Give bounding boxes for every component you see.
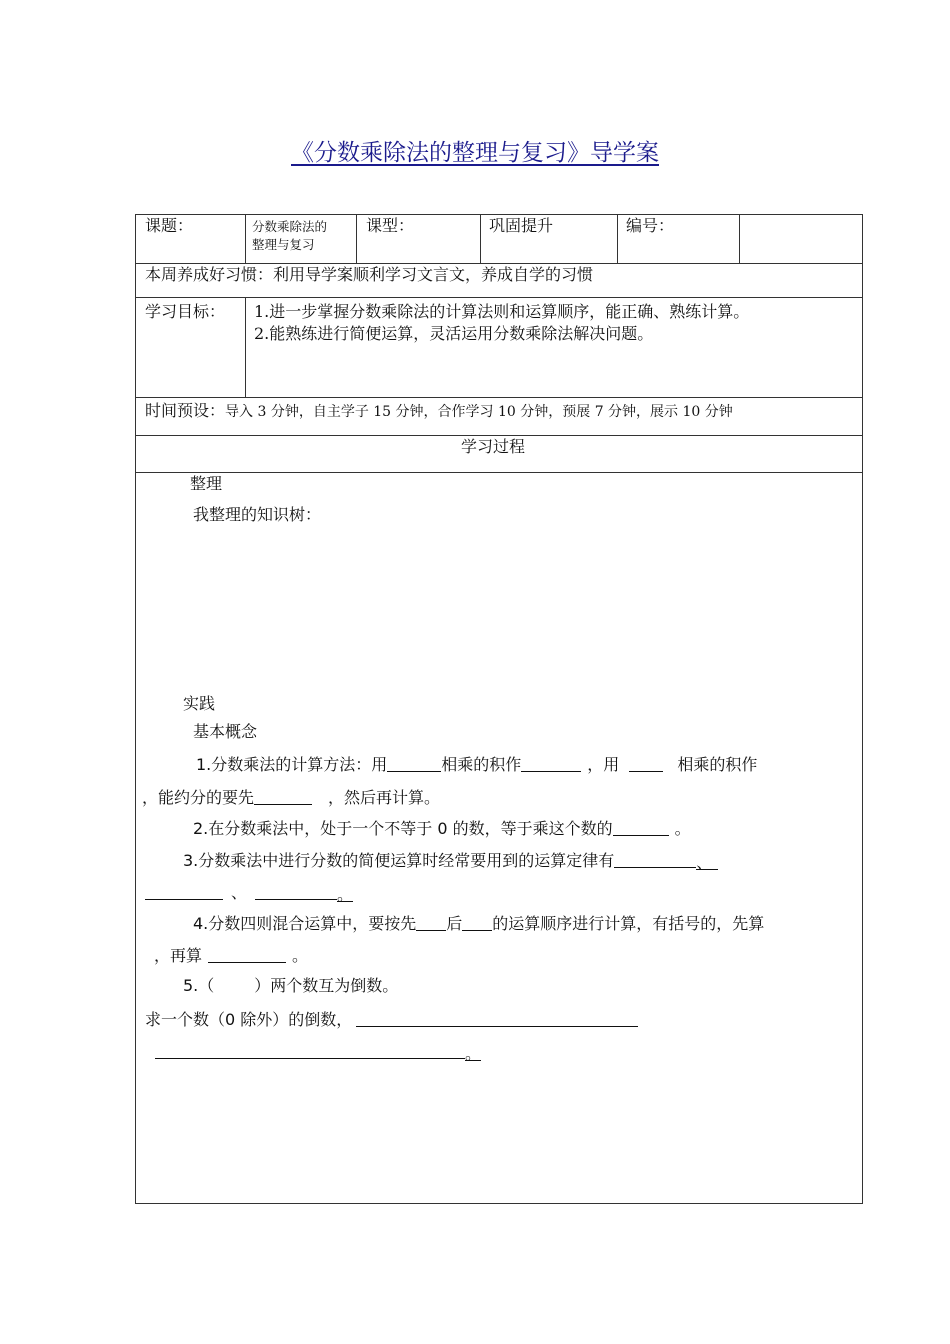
number-label: 编号： xyxy=(626,216,675,235)
question-4-line1: 4.分数四则混合运算中，要按先 后 的运算顺序进行计算，有括号的，先算 xyxy=(193,914,765,933)
time-value: 导入 3 分钟，自主学子 15 分钟，合作学习 10 分钟，预展 7 分钟，展示 10 分钟 xyxy=(225,404,733,420)
question-6-line2: 。 xyxy=(155,1040,481,1062)
question-1-line1: 1.分数乘法的计算方法：用 相乘的积作 ，用 相乘的积作 xyxy=(196,755,758,774)
type-value: 巩固提升 xyxy=(489,216,554,235)
concepts-heading: 基本概念 xyxy=(193,722,258,741)
col-divider xyxy=(480,214,481,263)
answer-blank[interactable] xyxy=(614,851,696,868)
page-title: 《分数乘除法的整理与复习》导学案 xyxy=(291,140,659,166)
row-divider xyxy=(135,263,863,264)
type-label: 课型： xyxy=(366,216,415,235)
answer-blank[interactable] xyxy=(521,755,581,772)
practice-heading: 实践 xyxy=(183,694,216,713)
row-divider xyxy=(135,472,863,473)
question-2: 2.在分数乘法中，处于一个不等于 0 的数，等于乘这个数的 。 xyxy=(193,819,691,838)
question-6-line1: 求一个数（0 除外）的倒数， xyxy=(145,1008,638,1030)
answer-blank[interactable] xyxy=(387,755,441,772)
knowledge-tree-label: 我整理的知识树： xyxy=(193,505,322,524)
goals-label: 学习目标： xyxy=(145,302,226,321)
answer-blank[interactable] xyxy=(208,946,286,963)
answer-blank[interactable] xyxy=(254,788,312,805)
answer-blank[interactable] xyxy=(255,883,337,900)
organize-heading: 整理 xyxy=(190,474,223,493)
question-5: 5.（ ）两个数互为倒数。 xyxy=(183,976,399,995)
process-header: 学习过程 xyxy=(461,437,526,456)
topic-value-line1: 分数乘除法的 xyxy=(252,219,328,234)
answer-blank[interactable] xyxy=(416,914,446,931)
goal-item-2: 2.能熟练进行简便运算，灵活运用分数乘除法解决问题。 xyxy=(254,324,654,343)
answer-blank[interactable] xyxy=(629,755,663,772)
col-divider xyxy=(739,214,740,263)
answer-blank[interactable] xyxy=(462,914,492,931)
col-divider xyxy=(245,297,246,397)
row-divider xyxy=(135,397,863,398)
row-divider xyxy=(135,435,863,436)
col-divider xyxy=(617,214,618,263)
answer-blank[interactable] xyxy=(145,883,223,900)
question-4-line2: ，再算 。 xyxy=(154,946,309,965)
time-label: 时间预设： xyxy=(145,401,226,420)
col-divider xyxy=(245,214,246,263)
question-3-line1: 3.分数乘法中进行分数的简便运算时经常要用到的运算定律有 、 xyxy=(183,849,718,871)
answer-blank[interactable] xyxy=(356,1010,638,1027)
answer-blank[interactable] xyxy=(613,819,669,836)
answer-blank[interactable] xyxy=(155,1042,465,1059)
weekly-habit: 本周养成好习惯：利用导学案顺利学习文言文，养成自学的习惯 xyxy=(145,265,594,284)
question-1-line2: ，能约分的要先 ，然后再计算。 xyxy=(142,788,441,807)
goal-item-1: 1.进一步掌握分数乘除法的计算法则和运算顺序，能正确、熟练计算。 xyxy=(254,302,750,321)
topic-label: 课题： xyxy=(145,216,194,235)
time-row xyxy=(145,401,733,422)
col-divider xyxy=(356,214,357,263)
question-3-line2: 、 。 xyxy=(145,881,353,903)
topic-value-line2: 整理与复习 xyxy=(252,237,315,252)
